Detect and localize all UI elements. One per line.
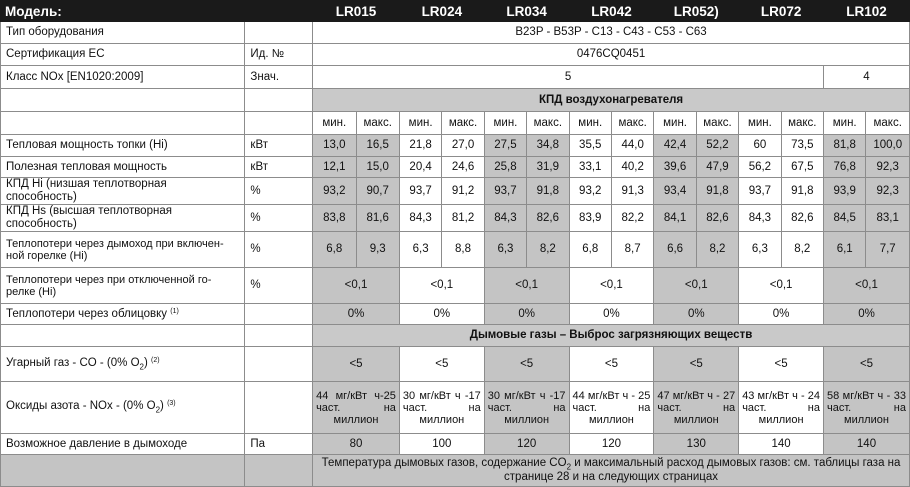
cell-value: 6,1 xyxy=(824,232,866,268)
row-label: КПД Hi (низшая теплотворная способность) xyxy=(1,178,245,205)
section-row xyxy=(1,89,910,112)
row-label: Полезная тепловая мощность xyxy=(1,157,245,178)
model-name: LR042 xyxy=(569,1,654,22)
cell-value: 82,2 xyxy=(611,205,653,232)
cell-value: 76,8 xyxy=(824,157,866,178)
header-row xyxy=(1,1,910,22)
row-label xyxy=(1,268,245,304)
row-label-text: ) xyxy=(160,400,164,413)
min-label: мин. xyxy=(313,112,356,135)
subscript: 2 xyxy=(155,405,161,415)
cell-value: 82,6 xyxy=(781,205,823,232)
cell-value: 34,8 xyxy=(527,135,569,157)
cell-value: 7,7 xyxy=(866,232,910,268)
cell-value: <5 xyxy=(399,347,484,382)
cell-value: 83,9 xyxy=(569,205,611,232)
cell-value: 93,7 xyxy=(399,178,441,205)
cell-value: 92,3 xyxy=(866,157,910,178)
table-row xyxy=(1,232,910,268)
model-name: LR015 xyxy=(313,1,400,22)
cell-value: 120 xyxy=(484,434,569,455)
cell-value: 84,3 xyxy=(739,205,781,232)
cell-value: 140 xyxy=(824,434,910,455)
row-label: Возможное давление в дымоходе xyxy=(1,434,245,455)
table-row xyxy=(1,178,910,205)
max-label: макс. xyxy=(696,112,738,135)
cell-value: 27,0 xyxy=(442,135,484,157)
table-row xyxy=(1,135,910,157)
cell-value: 140 xyxy=(739,434,824,455)
cell-value: 15,0 xyxy=(356,157,399,178)
cell-value: 100 xyxy=(399,434,484,455)
cell-value: 84,1 xyxy=(654,205,696,232)
footnote-mark: (3) xyxy=(167,400,176,408)
table-row xyxy=(1,157,910,178)
cell-value: 92,3 xyxy=(866,178,910,205)
cell-value: 47,9 xyxy=(696,157,738,178)
row-unit xyxy=(245,382,313,434)
row-label-text: Теплопотери через облицовку xyxy=(6,307,168,320)
cell-value: 44,0 xyxy=(611,135,653,157)
cell-value: 81,8 xyxy=(824,135,866,157)
cell-value: <0,1 xyxy=(484,268,569,304)
cell-value: 40,2 xyxy=(611,157,653,178)
cell-value: 56,2 xyxy=(739,157,781,178)
row-label: Сертификация ЕС xyxy=(1,44,245,66)
cell-value: 39,6 xyxy=(654,157,696,178)
cell-value: 52,2 xyxy=(696,135,738,157)
section-title: Дымовые газы – Выброс загрязняющих веществ xyxy=(313,325,910,347)
cell-value: 120 xyxy=(569,434,654,455)
cell-value: 91,2 xyxy=(442,178,484,205)
cell-value: 93,7 xyxy=(739,178,781,205)
cell-value: 84,3 xyxy=(484,205,526,232)
cell-value: 42,4 xyxy=(654,135,696,157)
cell-value: 16,5 xyxy=(356,135,399,157)
cell-value: 0% xyxy=(739,304,824,325)
table-row xyxy=(1,347,910,382)
row-unit: кВт xyxy=(245,135,313,157)
model-name: LR034 xyxy=(484,1,569,22)
row-label-text: Оксиды азота - NOx - (0% O xyxy=(6,400,156,413)
table-row xyxy=(1,304,910,325)
table-row xyxy=(1,22,910,44)
cell-value: 60 xyxy=(739,135,781,157)
row-value: 0476CQ0451 xyxy=(313,44,910,66)
cell-value: 9,3 xyxy=(356,232,399,268)
cell-value: 81,2 xyxy=(442,205,484,232)
cell-value: 0% xyxy=(484,304,569,325)
cell-value: <5 xyxy=(739,347,824,382)
cell-value: 6,3 xyxy=(739,232,781,268)
footer-note xyxy=(313,455,910,487)
min-label: мин. xyxy=(569,112,611,135)
cell-value: <0,1 xyxy=(569,268,654,304)
model-name: LR052) xyxy=(654,1,739,22)
max-label: макс. xyxy=(866,112,910,135)
row-label xyxy=(1,382,245,434)
cell-value: <5 xyxy=(313,347,400,382)
row-unit xyxy=(245,304,313,325)
table-row xyxy=(1,382,910,434)
cell-value: 91,8 xyxy=(781,178,823,205)
max-label: макс. xyxy=(356,112,399,135)
row-unit xyxy=(245,347,313,382)
cell-value: 6,6 xyxy=(654,232,696,268)
cell-value: 47 мг/кВт ч - 27 част. на миллион xyxy=(654,382,739,434)
min-label: мин. xyxy=(654,112,696,135)
cell-value: 6,3 xyxy=(484,232,526,268)
table-row xyxy=(1,455,910,487)
cell-value: 91,8 xyxy=(527,178,569,205)
cell-value: 20,4 xyxy=(399,157,441,178)
row-label: Тип оборудования xyxy=(1,22,245,44)
cell-value: <0,1 xyxy=(824,268,910,304)
cell-value: 8,7 xyxy=(611,232,653,268)
row-label-line: Теплопотери через при отключенной го- xyxy=(6,273,212,286)
cell-value: 12,1 xyxy=(313,157,356,178)
cell-value: 67,5 xyxy=(781,157,823,178)
table-row xyxy=(1,66,910,89)
cell-value: 21,8 xyxy=(399,135,441,157)
table-row xyxy=(1,268,910,304)
cell-value: <5 xyxy=(484,347,569,382)
cell-value: 6,3 xyxy=(399,232,441,268)
cell-value: 13,0 xyxy=(313,135,356,157)
min-label: мин. xyxy=(824,112,866,135)
cell-value: <5 xyxy=(824,347,910,382)
row-unit: кВт xyxy=(245,157,313,178)
cell-value: 8,2 xyxy=(696,232,738,268)
row-unit: % xyxy=(245,268,313,304)
row-label: КПД Hs (высшая теплотворная способность) xyxy=(1,205,245,232)
cell-value: 0% xyxy=(824,304,910,325)
row-unit xyxy=(245,325,313,347)
row-unit: % xyxy=(245,178,313,205)
cell-value: 93,9 xyxy=(824,178,866,205)
cell-value: <0,1 xyxy=(399,268,484,304)
min-label: мин. xyxy=(739,112,781,135)
row-label-line: релке (Hi) xyxy=(6,285,57,298)
cell-value: 83,8 xyxy=(313,205,356,232)
cell-value: 130 xyxy=(654,434,739,455)
max-label: макс. xyxy=(611,112,653,135)
cell-value: 91,3 xyxy=(611,178,653,205)
row-label: Тепловая мощность топки (Hi) xyxy=(1,135,245,157)
min-label: мин. xyxy=(399,112,441,135)
cell-value: 0% xyxy=(399,304,484,325)
cell-value: 93,4 xyxy=(654,178,696,205)
row-label xyxy=(1,325,245,347)
cell-value: 82,6 xyxy=(527,205,569,232)
cell-value: <5 xyxy=(569,347,654,382)
row-unit: Ид. № xyxy=(245,44,313,66)
cell-value: 30 мг/кВт ч -17 част. на миллион xyxy=(484,382,569,434)
footnote-mark: (1) xyxy=(170,307,179,315)
cell-value: 8,2 xyxy=(527,232,569,268)
cell-value: 93,2 xyxy=(569,178,611,205)
cell-value: 81,6 xyxy=(356,205,399,232)
cell-value: 82,6 xyxy=(696,205,738,232)
cell-value: 33,1 xyxy=(569,157,611,178)
cell-value: 30 мг/кВт ч -17 част. на миллион xyxy=(399,382,484,434)
table-row xyxy=(1,205,910,232)
cell-value: 84,3 xyxy=(399,205,441,232)
row-label: Класс NOx [EN1020:2009] xyxy=(1,66,245,89)
row-unit xyxy=(245,89,313,112)
model-name: LR102 xyxy=(824,1,910,22)
cell-value: 25,8 xyxy=(484,157,526,178)
cell-value: <0,1 xyxy=(313,268,400,304)
row-label-text: ) xyxy=(143,356,148,369)
minmax-row xyxy=(1,112,910,135)
footer-text: и максимальный расход дымовых газов: см. таблицы газа на странице 28 и на следующих страницах xyxy=(504,456,901,484)
cell-value: 0% xyxy=(313,304,400,325)
cell-value: 83,1 xyxy=(866,205,910,232)
row-value: 4 xyxy=(824,66,910,89)
cell-value: 24,6 xyxy=(442,157,484,178)
table-row xyxy=(1,44,910,66)
row-unit xyxy=(245,22,313,44)
subscript: 2 xyxy=(139,362,144,372)
row-unit: Па xyxy=(245,434,313,455)
row-label xyxy=(1,304,245,325)
cell-value: 6,8 xyxy=(313,232,356,268)
section-row xyxy=(1,325,910,347)
row-unit: Знач. xyxy=(245,66,313,89)
max-label: макс. xyxy=(442,112,484,135)
cell-value: 90,7 xyxy=(356,178,399,205)
max-label: макс. xyxy=(781,112,823,135)
cell-value: 80 xyxy=(313,434,400,455)
cell-value: <0,1 xyxy=(739,268,824,304)
min-label: мин. xyxy=(484,112,526,135)
cell-value: <5 xyxy=(654,347,739,382)
row-unit xyxy=(245,112,313,135)
cell-value: 58 мг/кВт ч - 33 част. на миллион xyxy=(824,382,910,434)
cell-value: 91,8 xyxy=(696,178,738,205)
row-label-line: ной горелке (Hi) xyxy=(6,249,88,262)
cell-value: 0% xyxy=(654,304,739,325)
row-unit: % xyxy=(245,205,313,232)
section-title: КПД воздухонагревателя xyxy=(313,89,910,112)
subscript: 2 xyxy=(566,462,572,472)
cell-value: 84,5 xyxy=(824,205,866,232)
cell-value: 6,8 xyxy=(569,232,611,268)
model-name: LR024 xyxy=(399,1,484,22)
max-label: макс. xyxy=(527,112,569,135)
cell-value: 44 мг/кВт ч-25 част. на миллион xyxy=(313,382,400,434)
table-row xyxy=(1,434,910,455)
cell-value: 35,5 xyxy=(569,135,611,157)
row-value: B23P - B53P - C13 - C43 - C53 - C63 xyxy=(313,22,910,44)
footnote-mark: (2) xyxy=(151,356,160,364)
row-label xyxy=(1,112,245,135)
cell-value: 43 мг/кВт ч - 24 част. на миллион xyxy=(739,382,824,434)
model-label: Модель: xyxy=(1,1,313,22)
row-label-line: Теплопотери через дымоход при включен- xyxy=(6,237,224,250)
row-unit xyxy=(245,455,313,487)
cell-value: 93,2 xyxy=(313,178,356,205)
cell-value: 44 мг/кВт ч - 25 част. на миллион xyxy=(569,382,654,434)
cell-value: 73,5 xyxy=(781,135,823,157)
row-label xyxy=(1,455,245,487)
cell-value: 27,5 xyxy=(484,135,526,157)
row-value: 5 xyxy=(313,66,824,89)
footer-text: Температура дымовых газов, содержание CO xyxy=(321,456,567,469)
cell-value: <0,1 xyxy=(654,268,739,304)
cell-value: 0% xyxy=(569,304,654,325)
row-label-text: Угарный газ - CO - (0% O xyxy=(6,356,140,369)
cell-value: 100,0 xyxy=(866,135,910,157)
cell-value: 8,2 xyxy=(781,232,823,268)
row-unit: % xyxy=(245,232,313,268)
cell-value: 93,7 xyxy=(484,178,526,205)
cell-value: 31,9 xyxy=(527,157,569,178)
row-label xyxy=(1,232,245,268)
model-name: LR072 xyxy=(739,1,824,22)
cell-value: 8,8 xyxy=(442,232,484,268)
row-label xyxy=(1,347,245,382)
row-label xyxy=(1,89,245,112)
